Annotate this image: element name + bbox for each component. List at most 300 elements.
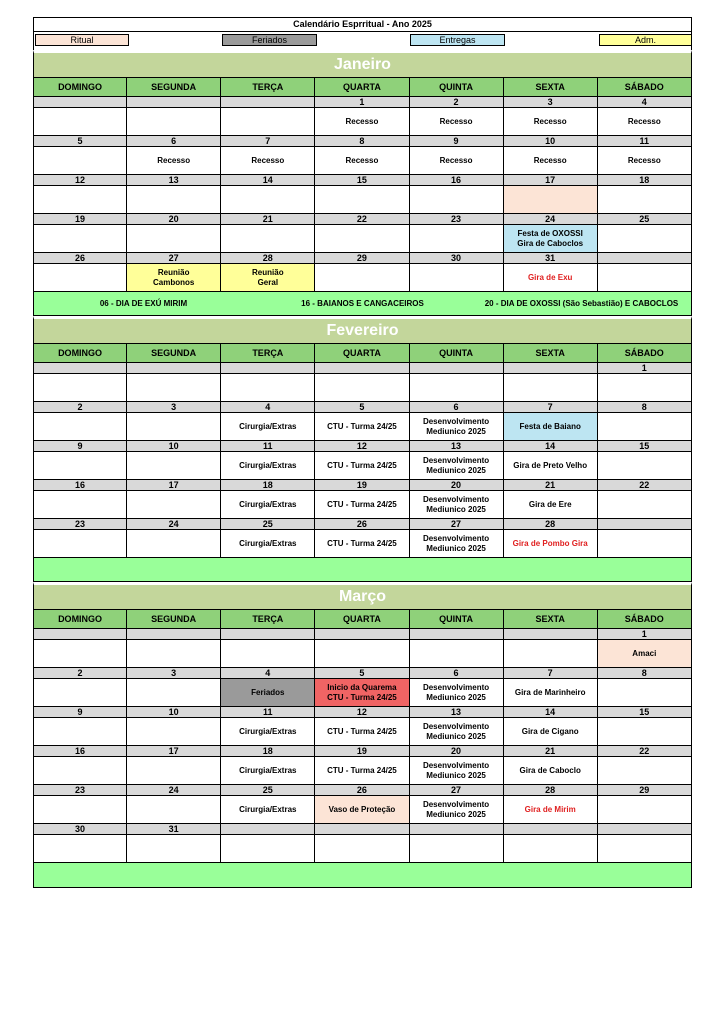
- event-cell: [127, 757, 221, 785]
- event-cell: [127, 679, 221, 707]
- event-cell: [504, 186, 598, 214]
- day-number: 27: [410, 785, 504, 796]
- event-row: [33, 147, 692, 175]
- day-number: [504, 629, 598, 640]
- day-number-row: [33, 441, 692, 452]
- month-notes-row: [33, 558, 692, 582]
- event-row: [33, 491, 692, 519]
- day-number: 10: [127, 441, 221, 452]
- month-note: 16 - BAIANOS E CANGACEIROS: [301, 298, 424, 308]
- event-cell: CTU - Turma 24/25: [315, 530, 409, 558]
- weekday-header: QUINTA: [410, 610, 504, 629]
- event-row: [33, 186, 692, 214]
- legend-ritual: Ritual: [35, 34, 129, 46]
- weekday-header: SEGUNDA: [127, 78, 221, 97]
- day-number: [598, 519, 692, 530]
- event-cell: [598, 186, 692, 214]
- day-number: 1: [598, 363, 692, 374]
- day-number: 4: [598, 97, 692, 108]
- day-number: 28: [504, 519, 598, 530]
- weekday-header: DOMINGO: [33, 344, 127, 363]
- event-cell: Desenvolvimento Mediunico 2025: [410, 491, 504, 519]
- day-number: [598, 824, 692, 835]
- day-number: 7: [504, 668, 598, 679]
- day-number: [33, 629, 127, 640]
- event-cell: Gira de Marinheiro: [504, 679, 598, 707]
- event-cell: [410, 640, 504, 668]
- event-cell: Reunião Cambonos: [127, 264, 221, 292]
- calendar-title: Calendário Esprritual - Ano 2025: [33, 17, 692, 32]
- event-cell: [127, 452, 221, 480]
- day-number: 21: [504, 480, 598, 491]
- month-note: 06 - DIA DE EXÚ MIRIM: [99, 298, 188, 308]
- day-number: 16: [410, 175, 504, 186]
- event-cell: [598, 225, 692, 253]
- month-block-2: [33, 582, 692, 888]
- day-number-row: [33, 480, 692, 491]
- event-row: [33, 413, 692, 441]
- event-cell: [598, 757, 692, 785]
- month-title: Fevereiro: [33, 316, 692, 344]
- day-number: 17: [127, 480, 221, 491]
- event-cell: [315, 835, 409, 863]
- day-number: 15: [598, 707, 692, 718]
- day-number: 23: [410, 214, 504, 225]
- day-number: 30: [33, 824, 127, 835]
- event-cell: [127, 374, 221, 402]
- day-number: [410, 824, 504, 835]
- day-number: 31: [127, 824, 221, 835]
- event-cell: [33, 452, 127, 480]
- day-number: 6: [410, 668, 504, 679]
- event-cell: [127, 796, 221, 824]
- event-cell: [598, 718, 692, 746]
- day-number: 18: [221, 746, 315, 757]
- day-number: 17: [504, 175, 598, 186]
- event-row: [33, 640, 692, 668]
- weekday-header: DOMINGO: [33, 610, 127, 629]
- day-number: 7: [221, 136, 315, 147]
- event-cell: Recesso: [598, 108, 692, 136]
- event-cell: CTU - Turma 24/25: [315, 757, 409, 785]
- event-cell: Cirurgia/Extras: [221, 757, 315, 785]
- event-cell: [33, 640, 127, 668]
- day-number-row: [33, 707, 692, 718]
- event-cell: Cirurgia/Extras: [221, 718, 315, 746]
- day-number: 18: [221, 480, 315, 491]
- day-number: 12: [33, 175, 127, 186]
- event-cell: Cirurgia/Extras: [221, 413, 315, 441]
- event-cell: CTU - Turma 24/25: [315, 452, 409, 480]
- weekday-header-row: [33, 610, 692, 629]
- event-cell: Reunião Geral: [221, 264, 315, 292]
- event-cell: [221, 108, 315, 136]
- day-number: [221, 824, 315, 835]
- day-number: 2: [410, 97, 504, 108]
- event-cell: [504, 640, 598, 668]
- month-notes: [33, 292, 692, 316]
- day-number: 1: [315, 97, 409, 108]
- month-note: 20 - DIA DE OXOSSI (São Sebastião) E CABOCLOS: [484, 298, 679, 308]
- event-cell: Recesso: [410, 147, 504, 175]
- event-cell: [33, 374, 127, 402]
- event-cell: [221, 374, 315, 402]
- event-cell: [33, 757, 127, 785]
- weekday-header: QUARTA: [315, 344, 409, 363]
- day-number: 15: [315, 175, 409, 186]
- event-cell: Recesso: [315, 147, 409, 175]
- day-number: 11: [221, 707, 315, 718]
- event-cell: [410, 374, 504, 402]
- day-number: 6: [127, 136, 221, 147]
- event-cell: Recesso: [504, 108, 598, 136]
- day-number: [504, 363, 598, 374]
- day-number: 29: [598, 785, 692, 796]
- day-number: 25: [221, 785, 315, 796]
- event-cell: [127, 640, 221, 668]
- day-number: 26: [315, 519, 409, 530]
- day-number: 8: [598, 402, 692, 413]
- day-number: 3: [504, 97, 598, 108]
- day-number: 10: [127, 707, 221, 718]
- event-cell: Cirurgia/Extras: [221, 530, 315, 558]
- months-container: [33, 50, 692, 888]
- day-number: 12: [315, 707, 409, 718]
- event-cell: Cirurgia/Extras: [221, 796, 315, 824]
- month-header: [33, 582, 692, 610]
- weekday-header: SEXTA: [504, 610, 598, 629]
- day-number: [315, 824, 409, 835]
- event-cell: [33, 796, 127, 824]
- event-cell: [33, 718, 127, 746]
- title-row: [33, 17, 692, 32]
- calendar-sheet: [33, 17, 692, 888]
- day-number: 27: [410, 519, 504, 530]
- event-cell: Amaci: [598, 640, 692, 668]
- day-number: 23: [33, 519, 127, 530]
- event-cell: [315, 374, 409, 402]
- day-number: [315, 363, 409, 374]
- day-number: 19: [315, 480, 409, 491]
- day-number: 24: [127, 785, 221, 796]
- day-number: 23: [33, 785, 127, 796]
- event-cell: Desenvolvimento Mediunico 2025: [410, 679, 504, 707]
- event-cell: [410, 225, 504, 253]
- weekday-header: QUINTA: [410, 344, 504, 363]
- event-row: [33, 530, 692, 558]
- event-row: [33, 452, 692, 480]
- event-cell: [315, 225, 409, 253]
- event-cell: Inicio da Quarema CTU - Turma 24/25: [315, 679, 409, 707]
- day-number: [504, 824, 598, 835]
- weekday-header: SEGUNDA: [127, 344, 221, 363]
- event-cell: [127, 186, 221, 214]
- event-cell: Desenvolvimento Mediunico 2025: [410, 796, 504, 824]
- event-cell: Recesso: [315, 108, 409, 136]
- event-cell: [221, 186, 315, 214]
- event-row: [33, 679, 692, 707]
- event-cell: Gira de Preto Velho: [504, 452, 598, 480]
- day-number: 4: [221, 668, 315, 679]
- day-number: 1: [598, 629, 692, 640]
- weekday-header-row: [33, 78, 692, 97]
- event-cell: [598, 835, 692, 863]
- event-cell: Recesso: [598, 147, 692, 175]
- event-cell: [598, 491, 692, 519]
- event-cell: [598, 796, 692, 824]
- month-block-1: [33, 316, 692, 582]
- event-cell: [33, 264, 127, 292]
- day-number: 9: [33, 707, 127, 718]
- day-number: 14: [504, 441, 598, 452]
- day-number: [221, 97, 315, 108]
- day-number: [315, 629, 409, 640]
- day-number: 28: [504, 785, 598, 796]
- day-number: 3: [127, 668, 221, 679]
- event-cell: [127, 413, 221, 441]
- event-cell: [221, 835, 315, 863]
- day-number: 30: [410, 253, 504, 264]
- event-cell: [221, 225, 315, 253]
- day-number: 11: [598, 136, 692, 147]
- day-number: 16: [33, 746, 127, 757]
- day-number: [221, 629, 315, 640]
- month-notes: [33, 863, 692, 888]
- day-number-row: [33, 629, 692, 640]
- day-number: 31: [504, 253, 598, 264]
- event-cell: [221, 640, 315, 668]
- event-cell: [127, 718, 221, 746]
- event-cell: [598, 374, 692, 402]
- weekday-header: QUARTA: [315, 78, 409, 97]
- event-cell: Feriados: [221, 679, 315, 707]
- day-number: 12: [315, 441, 409, 452]
- event-cell: [33, 491, 127, 519]
- event-cell: Desenvolvimento Mediunico 2025: [410, 452, 504, 480]
- event-cell: [127, 530, 221, 558]
- weekday-header-row: [33, 344, 692, 363]
- event-row: [33, 225, 692, 253]
- day-number: 17: [127, 746, 221, 757]
- event-cell: [410, 264, 504, 292]
- day-number: 14: [504, 707, 598, 718]
- day-number: 5: [33, 136, 127, 147]
- day-number: 20: [127, 214, 221, 225]
- day-number: 24: [504, 214, 598, 225]
- month-notes-row: [33, 292, 692, 316]
- day-number-row: [33, 668, 692, 679]
- day-number: 25: [221, 519, 315, 530]
- day-number: 20: [410, 480, 504, 491]
- day-number: 28: [221, 253, 315, 264]
- event-cell: CTU - Turma 24/25: [315, 718, 409, 746]
- event-cell: Gira de Exu: [504, 264, 598, 292]
- day-number: 7: [504, 402, 598, 413]
- day-number-row: [33, 402, 692, 413]
- event-cell: CTU - Turma 24/25: [315, 413, 409, 441]
- day-number-row: [33, 97, 692, 108]
- event-cell: [33, 108, 127, 136]
- weekday-header: QUARTA: [315, 610, 409, 629]
- event-cell: [598, 413, 692, 441]
- day-number: 25: [598, 214, 692, 225]
- month-block-0: [33, 50, 692, 316]
- day-number: [33, 97, 127, 108]
- event-cell: [33, 835, 127, 863]
- day-number-row: [33, 824, 692, 835]
- event-cell: Cirurgia/Extras: [221, 452, 315, 480]
- event-cell: [598, 264, 692, 292]
- month-header: [33, 50, 692, 78]
- day-number-row: [33, 785, 692, 796]
- day-number: 15: [598, 441, 692, 452]
- event-cell: Festa de Baiano: [504, 413, 598, 441]
- event-cell: [410, 186, 504, 214]
- day-number-row: [33, 746, 692, 757]
- weekday-header: SÁBADO: [598, 610, 692, 629]
- day-number-row: [33, 519, 692, 530]
- day-number: 14: [221, 175, 315, 186]
- day-number: 8: [598, 668, 692, 679]
- weekday-header: TERÇA: [221, 610, 315, 629]
- event-cell: [33, 147, 127, 175]
- event-cell: [33, 679, 127, 707]
- day-number: 21: [221, 214, 315, 225]
- event-row: [33, 796, 692, 824]
- event-cell: [33, 530, 127, 558]
- day-number: 21: [504, 746, 598, 757]
- day-number: 19: [315, 746, 409, 757]
- month-notes-row: [33, 863, 692, 888]
- legend: [33, 32, 692, 50]
- event-cell: Recesso: [127, 147, 221, 175]
- event-cell: Gira de Mirim: [504, 796, 598, 824]
- weekday-header: SÁBADO: [598, 78, 692, 97]
- event-cell: [504, 374, 598, 402]
- day-number-row: [33, 363, 692, 374]
- weekday-header: SÁBADO: [598, 344, 692, 363]
- event-cell: Desenvolvimento Mediunico 2025: [410, 413, 504, 441]
- event-row: [33, 757, 692, 785]
- day-number: [127, 97, 221, 108]
- day-number: 5: [315, 668, 409, 679]
- event-cell: [127, 491, 221, 519]
- event-cell: Festa de OXOSSI Gira de Caboclos: [504, 225, 598, 253]
- month-title: Janeiro: [33, 50, 692, 78]
- weekday-header: TERÇA: [221, 78, 315, 97]
- event-cell: Desenvolvimento Mediunico 2025: [410, 757, 504, 785]
- event-cell: Desenvolvimento Mediunico 2025: [410, 530, 504, 558]
- day-number: [33, 363, 127, 374]
- day-number: 2: [33, 402, 127, 413]
- event-row: [33, 374, 692, 402]
- event-cell: Recesso: [221, 147, 315, 175]
- day-number: 18: [598, 175, 692, 186]
- event-cell: Cirurgia/Extras: [221, 491, 315, 519]
- day-number-row: [33, 253, 692, 264]
- event-cell: [33, 413, 127, 441]
- event-cell: Recesso: [410, 108, 504, 136]
- event-cell: [127, 835, 221, 863]
- day-number: [127, 629, 221, 640]
- day-number: 22: [598, 480, 692, 491]
- day-number: 8: [315, 136, 409, 147]
- day-number: 27: [127, 253, 221, 264]
- event-cell: Gira de Cigano: [504, 718, 598, 746]
- event-row: [33, 108, 692, 136]
- event-cell: [410, 835, 504, 863]
- day-number: 13: [127, 175, 221, 186]
- weekday-header: SEXTA: [504, 344, 598, 363]
- event-cell: Recesso: [504, 147, 598, 175]
- day-number: 26: [33, 253, 127, 264]
- event-cell: [315, 186, 409, 214]
- day-number: [127, 363, 221, 374]
- event-cell: Gira de Caboclo: [504, 757, 598, 785]
- event-cell: [598, 452, 692, 480]
- day-number: [410, 363, 504, 374]
- legend-adm: Adm.: [599, 34, 692, 46]
- event-cell: [504, 835, 598, 863]
- event-row: [33, 835, 692, 863]
- day-number: 13: [410, 707, 504, 718]
- weekday-header: TERÇA: [221, 344, 315, 363]
- event-cell: [315, 640, 409, 668]
- event-cell: [598, 679, 692, 707]
- day-number: 10: [504, 136, 598, 147]
- event-cell: Vaso de Proteção: [315, 796, 409, 824]
- legend-feriados: Feriados: [222, 34, 317, 46]
- day-number: 19: [33, 214, 127, 225]
- month-header: [33, 316, 692, 344]
- day-number: 9: [410, 136, 504, 147]
- event-cell: Gira de Ere: [504, 491, 598, 519]
- event-cell: [127, 225, 221, 253]
- day-number: 26: [315, 785, 409, 796]
- day-number: 16: [33, 480, 127, 491]
- event-cell: Desenvolvimento Mediunico 2025: [410, 718, 504, 746]
- day-number: 22: [315, 214, 409, 225]
- day-number: 24: [127, 519, 221, 530]
- event-row: [33, 264, 692, 292]
- day-number: 9: [33, 441, 127, 452]
- day-number: 29: [315, 253, 409, 264]
- day-number: 4: [221, 402, 315, 413]
- day-number: 3: [127, 402, 221, 413]
- weekday-header: QUINTA: [410, 78, 504, 97]
- weekday-header: SEXTA: [504, 78, 598, 97]
- event-cell: [127, 108, 221, 136]
- day-number: 11: [221, 441, 315, 452]
- weekday-header: DOMINGO: [33, 78, 127, 97]
- day-number: 2: [33, 668, 127, 679]
- day-number: [410, 629, 504, 640]
- event-cell: [33, 225, 127, 253]
- event-cell: Gira de Pombo Gira: [504, 530, 598, 558]
- month-title: Março: [33, 582, 692, 610]
- event-cell: [315, 264, 409, 292]
- day-number: 22: [598, 746, 692, 757]
- weekday-header: SEGUNDA: [127, 610, 221, 629]
- event-row: [33, 718, 692, 746]
- day-number: 20: [410, 746, 504, 757]
- event-cell: [33, 186, 127, 214]
- day-number-row: [33, 175, 692, 186]
- day-number: 6: [410, 402, 504, 413]
- event-cell: [598, 530, 692, 558]
- event-cell: CTU - Turma 24/25: [315, 491, 409, 519]
- day-number: [221, 363, 315, 374]
